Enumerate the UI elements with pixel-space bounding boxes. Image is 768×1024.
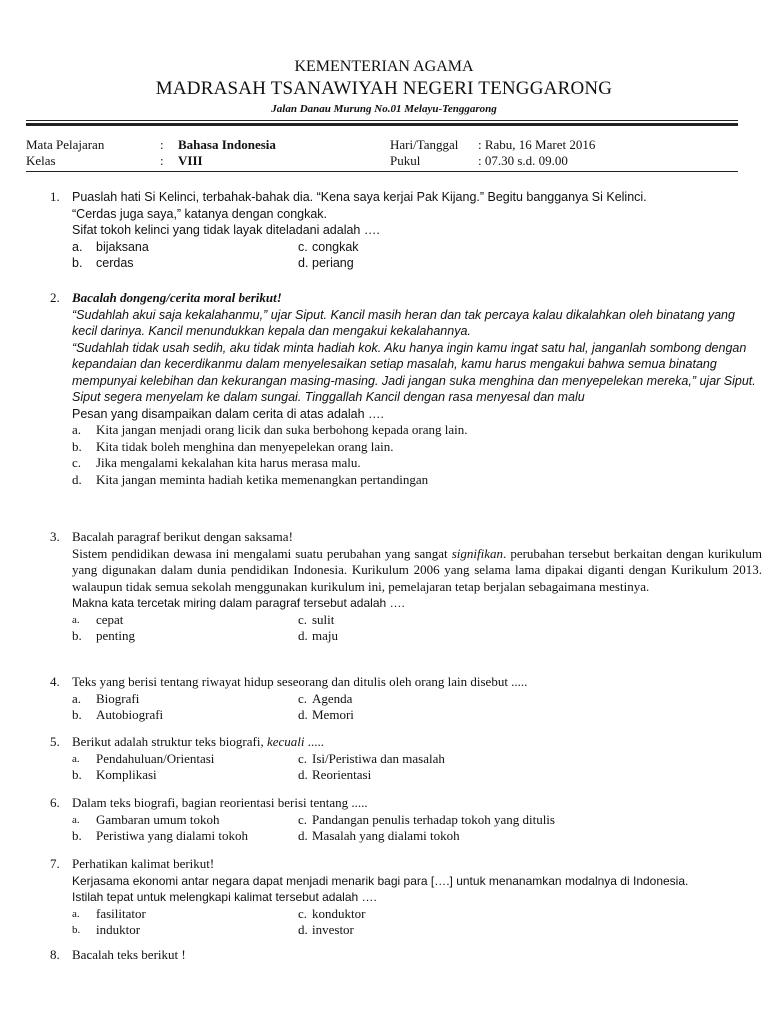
option-text: Reorientasi [312,767,372,782]
option-letter: a. [72,752,80,765]
option-text: cepat [96,611,124,627]
day-value: : Rabu, 16 Maret 2016 [478,137,596,152]
option-row [72,239,762,256]
option-text: fasilitator [96,905,146,921]
option-letter: b. [72,438,82,454]
question-number: 7. [50,856,60,871]
option-row [72,922,762,939]
story-title: Bacalah dongeng/cerita moral berikut! [72,290,282,305]
option-text: Pendahuluan/Orientasi [96,750,215,766]
option-text: induktor [96,922,141,937]
question-number: 2. [50,290,60,305]
question-text: Dalam teks biografi, bagian reorientasi berisi tentang ..... [72,795,368,810]
option-letter: c. [72,455,82,470]
option-row [72,255,762,272]
option-text: Agenda [312,690,353,706]
option-text: Masalah yang dialami tokoh [312,828,460,843]
option-row [72,472,762,489]
question-prompt: Makna kata tercetak miring dalam paragraf tersebut adalah …. [72,596,405,610]
subject-colon: : [160,137,164,152]
option-row [72,828,762,845]
question-line: Sifat tokoh kelinci yang tidak layak diteladani adalah …. [72,223,380,237]
option-letter: b. [72,628,82,643]
class-colon: : [160,153,164,168]
option-letter: a. [72,690,82,706]
option-row [72,812,762,829]
option-letter: d. [298,628,308,643]
question-number: 5. [50,734,60,749]
ministry-title: KEMENTERIAN AGAMA [294,58,474,75]
option-letter: b. [72,256,83,270]
question-intro: Bacalah paragraf berikut dengan saksama! [72,529,293,544]
question-number: 1. [50,189,60,204]
question-number: 8. [50,947,60,962]
option-letter: d. [298,256,309,270]
option-text: Kita tidak boleh menghina dan menyepelekan orang lain. [96,438,394,454]
option-letter: a. [72,813,80,826]
question-body [72,529,762,645]
option-row [72,691,762,708]
option-row [72,767,762,784]
story-paragraph: “Sudahlah akui saja kekalahanmu,” ujar Siput. Kancil masih heran dan tak percaya kalau dikalahkan oleh binatang yang kecil darinya. Kancil menundukkan kepala dan mengakui kekalahannya. [72,307,735,338]
subject-label: Mata Pelajaran [26,137,105,152]
option-letter: c. [298,811,308,827]
option-text: Peristiwa yang dialami tokoh [96,828,249,843]
option-row [72,628,762,645]
option-letter: b. [72,707,82,722]
option-text: Isi/Peristiwa dan masalah [312,750,445,766]
question-body [72,734,762,784]
story-paragraph: “Sudahlah tidak usah sedih, aku tidak minta hadiah kok. Aku hanya ingin kamu ingat satu hal, janganlah sombong dengan kepandaian dan kecerdikanmu dalam menyelesaikan setiap masalah, kamu harus mengakui bahwa semua binatang mempunyai kelebihan dan kekurangan masing-masing. Jadi jangan suka menghina dan menyepelekan mereka,” ujar Siput. Siput segera menyelam ke dalam sungai. Tinggallah Kancil dengan rasa menyesal dan malu [72,340,756,404]
option-text: Memori [312,707,354,722]
option-letter: c. [298,611,308,627]
paragraph-text: . perubahan tersebut berkaitan dengan kurikulum yang digunakan dalam dunia pendidikan Indonesia. Kurikulum 2006 yang selama lama dipakai diganti dengan Kurikulum 2013. walaupun tidak semua sekolah menggunakan kurikulum ini, pemelajaran tetap berjalan sebagaimana mestinya. [72,545,763,594]
school-title: MADRASAH TSANAWIYAH NEGERI TENGGARONG [155,78,613,99]
option-letter: d. [298,767,308,782]
option-text: Kita jangan meminta hadiah ketika memenangkan pertandingan [96,471,429,487]
time-value: : 07.30 s.d. 09.00 [478,153,568,168]
question-prompt: Istilah tepat untuk melengkapi kalimat tersebut adalah …. [72,890,377,904]
option-text: periang [312,256,354,270]
option-text: sulit [312,611,335,627]
option-text: Biografi [96,690,140,706]
day-label: Hari/Tanggal [390,137,459,152]
option-row [72,439,762,456]
question-text: Teks yang berisi tentang riwayat hidup seseorang dan ditulis oleh orang lain disebut ..... [72,674,528,689]
option-text: congkak [312,239,359,254]
option-letter: b. [72,828,82,843]
school-address: Jalan Danau Murung No.01 Melayu-Tenggarong [271,103,497,115]
option-letter: d. [72,471,82,487]
question-line: Puaslah hati Si Kelinci, terbahak-bahak dia. “Kena saya kerjai Pak Kijang.” Begitu bangganya Si Kelinci. [72,190,647,204]
question-text: Bacalah teks berikut ! [72,947,186,962]
italic-word: signifikan [451,545,503,561]
option-letter: c. [298,750,308,766]
header-rule-thin [26,120,738,121]
question-sentence: Kerjasama ekonomi antar negara dapat menjadi menarik bagi para [….] untuk menanamkan modalnya di Indonesia. [72,873,689,888]
option-letter: d. [298,828,308,843]
question-text [72,734,762,751]
question-text-part: ..... [304,734,324,749]
option-letter: c. [298,690,308,706]
question-number: 6. [50,795,60,810]
option-letter: a. [72,422,82,437]
option-text: investor [312,922,354,937]
class-label: Kelas [26,153,56,168]
question-paragraph [72,546,762,596]
option-row [72,612,762,629]
option-row [72,422,762,439]
option-text: cerdas [96,256,134,270]
meta-rule [26,171,738,172]
italic-word: kecuali [266,734,305,749]
option-text: Pandangan penulis terhadap tokoh yang ditulis [312,811,555,827]
option-text: Komplikasi [96,767,157,782]
paragraph-text: Sistem pendidikan dewasa ini mengalami suatu perubahan yang sangat [72,545,452,561]
question-body [72,795,762,845]
time-label: Pukul [390,153,421,168]
option-text: Gambaran umum tokoh [96,811,220,827]
option-text: Kita jangan menjadi orang licik dan suka berbohong kepada orang lain. [96,422,468,437]
option-letter: d. [298,707,308,722]
option-text: penting [96,628,135,643]
option-row [72,455,762,472]
question-body [72,856,762,939]
option-text: Autobiografi [96,707,164,722]
option-text: konduktor [312,905,366,921]
option-letter: a. [72,239,83,254]
question-text-part: Berikut adalah struktur teks biografi, [72,734,267,749]
question-text: Perhatikan kalimat berikut! [72,856,215,871]
option-letter: c. [298,905,308,921]
option-letter: d. [298,922,308,937]
question-prompt: Pesan yang disampaikan dalam cerita di atas adalah …. [72,406,384,421]
option-text: bijaksana [96,239,149,254]
question-body [72,674,762,724]
question-line: “Cerdas juga saya,” katanya dengan congkak. [72,206,328,221]
header-rule-thick [26,123,738,126]
option-letter: c. [298,239,308,254]
question-body [72,947,762,964]
class-value: VIII [178,153,203,168]
option-letter: b. [72,767,82,782]
subject-value: Bahasa Indonesia [178,137,276,152]
question-number: 4. [50,674,60,689]
option-text: maju [312,628,338,643]
option-text: Jika mengalami kekalahan kita harus merasa malu. [96,455,361,470]
option-row [72,906,762,923]
option-letter: a. [72,613,80,626]
option-row [72,707,762,724]
question-number: 3. [50,529,60,544]
option-row [72,751,762,768]
option-letter: b. [72,924,81,936]
question-body [72,189,762,272]
question-body [72,290,762,488]
option-letter: a. [72,907,80,920]
